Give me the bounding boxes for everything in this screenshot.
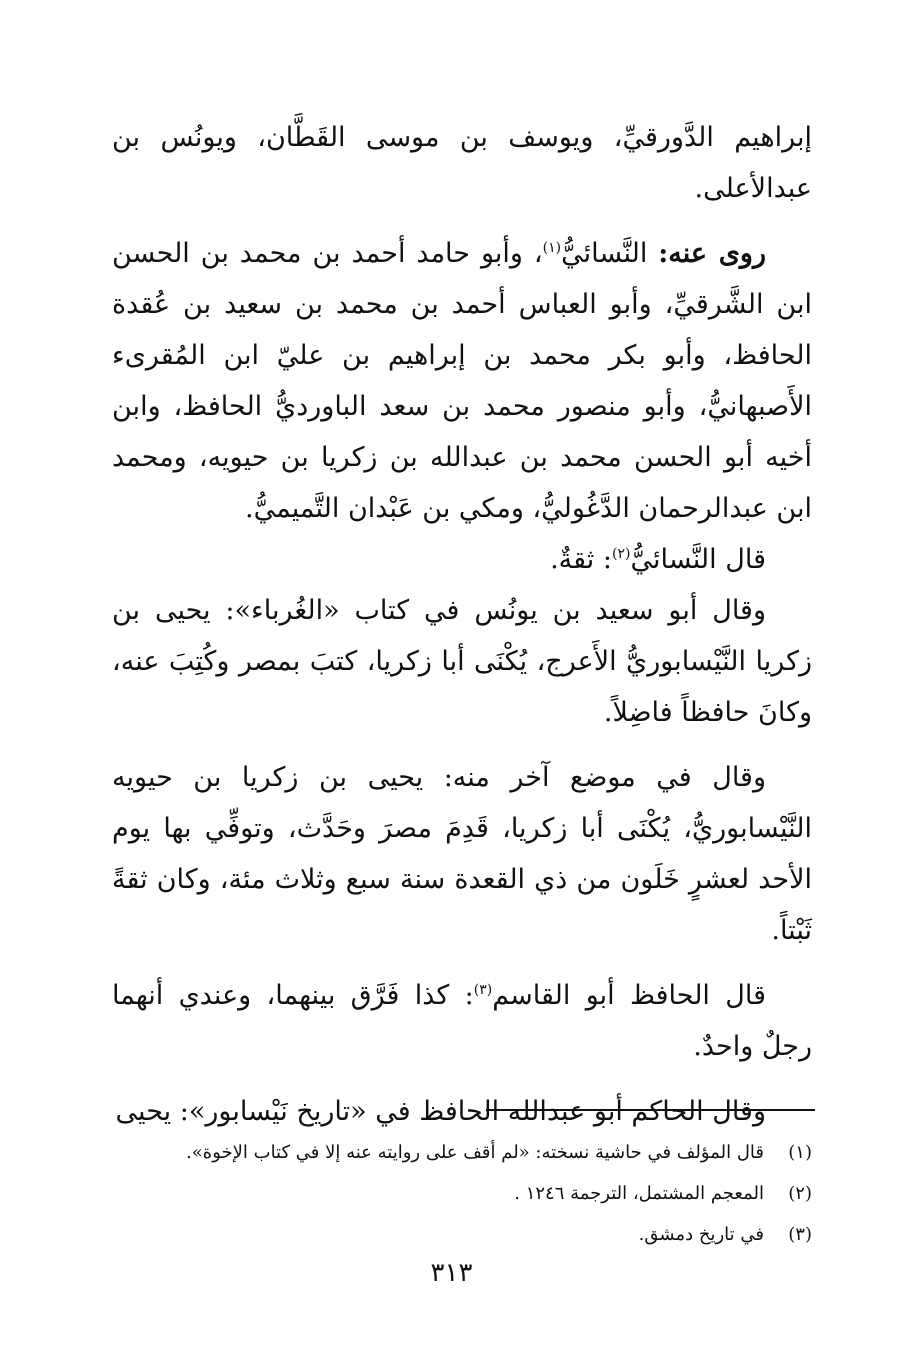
footnote-number: (٢) [788,1183,812,1204]
paragraph-text: النَّسائيُّ [561,238,659,269]
footnote-text: في تاريخ دمشق. [638,1224,764,1245]
paragraph-teachers [112,112,812,214]
footnote-separator [486,1109,815,1111]
paragraph-nasai [112,534,812,585]
footnote-text: المعجم المشتمل، الترجمة ١٢٤٦ . [514,1183,764,1204]
footnote-item [112,1173,812,1214]
footnote-ref[interactable]: (٣) [473,982,493,998]
paragraph-hakim [112,1086,812,1137]
paragraph-text: قال الحافظ أبو القاسم [492,980,767,1011]
footnote-text: قال المؤلف في حاشية نسخته: «لم أقف على روايته عنه إلا في كتاب الإخوة». [186,1142,764,1163]
paragraph-text: ، وأبو حامد أحمد بن محمد بن الحسن ابن الشَّرقيِّ، وأبو العباس أحمد بن محمد بن سعيد بن عُقدة الحافظ، وأبو بكر محمد بن إبراهيم بن عليّ ابن المُقرىء الأَصبهانيُّ، وأبو منصور محمد بن سعد الباورديُّ الحافظ، وابن أخيه أبو الحسن محمد بن عبدالله بن زكريا بن حيويه، ومحمد ابن عبدالرحمان الدَّغُوليُّ، ومكي بن عَبْدان التَّميميُّ. [112,238,812,524]
footnote-ref[interactable]: (٢) [611,546,631,562]
footnote-number: (٣) [788,1224,812,1245]
paragraph-text: وقال الحاكم أبو عبدالله الحافظ في «تاريخ نَيْسابور»: يحيى [115,1096,766,1127]
paragraph-students [112,228,812,534]
paragraph-ibn-yunus [112,585,812,738]
paragraph-text: : ثقةٌ. [550,544,612,575]
paragraph-abu-al-qasim [112,970,812,1072]
footnote-item [112,1132,812,1173]
paragraph-text: وقال في موضع آخر منه: يحيى بن زكريا بن حيويه النَّيْسابوريُّ، يُكْنَى أبا زكريا، قَدِمَ مصرَ وحَدَّث، وتوفِّي بها يوم الأحد لعشرٍ خَلَون من ذي القعدة سنة سبع وثلاث مئة، وكان ثقةً ثَبْتاً. [112,762,812,946]
section-lead: روى عنه: [658,238,766,269]
paragraph-another-place [112,752,812,956]
paragraph-text: : كذا فَرَّق بينهما، وعندي أنهما رجلٌ واحدٌ. [112,980,812,1062]
page-number: ٣١٣ [430,1258,473,1288]
paragraph-text: إبراهيم الدَّورقيِّ، ويوسف بن موسى القَطَّان، ويونُس بن عبدالأعلى. [112,122,812,204]
main-text [112,112,812,1137]
footnote-ref[interactable]: (١) [542,240,562,256]
footnote-item [112,1214,812,1255]
paragraph-text: قال النَّسائيُّ [630,544,766,575]
footnotes [112,1132,812,1255]
footnote-number: (١) [788,1142,812,1163]
paragraph-text: وقال أبو سعيد بن يونُس في كتاب «الغُرباء»: يحيى بن زكريا النَّيْسابوريُّ الأَعرج، يُكْنَى أبا زكريا، كتبَ بمصر وكُتِبَ عنه، وكانَ حافظاً فاضِلاً. [112,595,812,728]
